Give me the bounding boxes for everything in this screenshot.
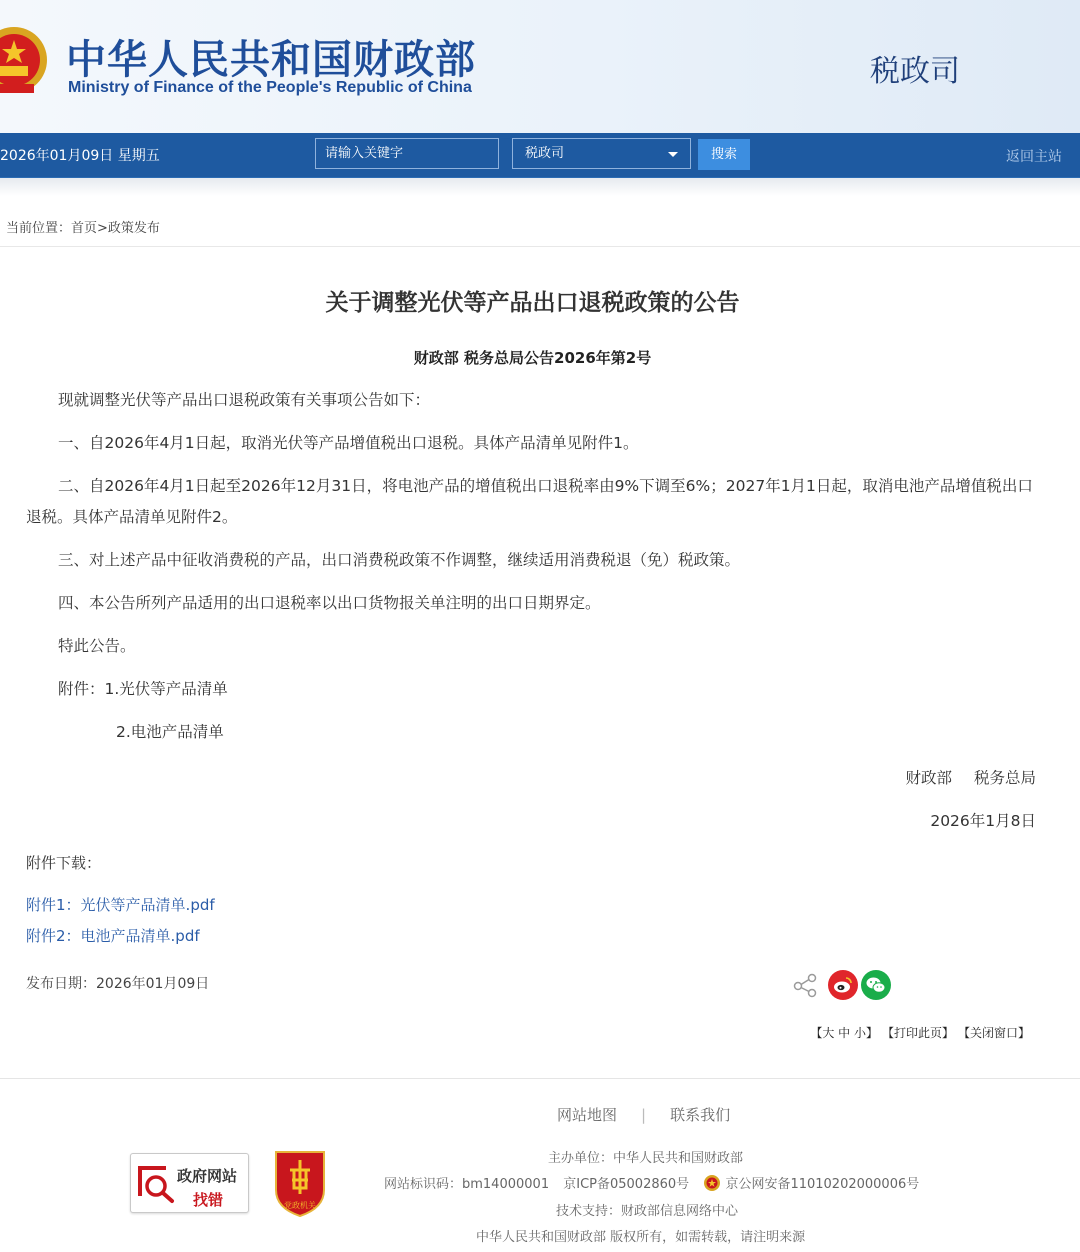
article-paragraph: 四、本公告所列产品适用的出口退税率以出口货物报关单注明的出口日期界定。	[58, 594, 601, 612]
police-record[interactable]: 京公网安备11010202000006号	[725, 1177, 920, 1192]
site-code: 网站标识码：bm14000001	[384, 1177, 550, 1192]
search-button[interactable]: 搜索	[698, 139, 750, 170]
publish-date: 发布日期：2026年01月09日	[26, 976, 210, 992]
attachment-list-line: 附件：1.光伏等产品清单	[58, 680, 228, 698]
party-gov-org-badge[interactable]	[272, 1148, 328, 1218]
attachment-list-line: 2.电池产品清单	[116, 723, 224, 741]
signatory: 税务总局	[973, 769, 1036, 787]
site-subtitle: Ministry of Finance of the People's Republic of China	[68, 79, 472, 96]
chevron-down-icon	[668, 152, 678, 157]
footer-divider	[0, 1078, 1080, 1079]
department-name: 税政司	[870, 54, 960, 89]
print-page-link[interactable]: 【打印此页】	[887, 1026, 954, 1040]
article-paragraph: 二、自2026年4月1日起至2026年12月31日，将电池产品的增值税出口退税率由9%下调至6%；2027年1月1日起，取消电池产品增值税出口退税。具体产品清单见附件2。	[26, 477, 1033, 526]
share-icon[interactable]	[792, 972, 818, 998]
document-number: 财政部 税务总局公告2026年第2号	[413, 349, 652, 367]
search-input[interactable]	[315, 138, 499, 169]
contact-link[interactable]: 联系我们	[670, 1106, 731, 1124]
national-emblem-icon	[0, 22, 50, 102]
article-title: 关于调整光伏等产品出口退税政策的公告	[325, 290, 740, 316]
signatory: 财政部	[905, 769, 952, 787]
scope-select[interactable]	[512, 138, 691, 169]
footer-sponsor: 主办单位：中华人民共和国财政部	[548, 1151, 744, 1166]
magnifier-icon	[136, 1162, 176, 1204]
article-paragraph: 三、对上述产品中征收消费税的产品，出口消费税政策不作调整，继续适用消费税退（免）税政策。	[58, 551, 741, 569]
sign-date: 2026年1月8日	[930, 812, 1036, 830]
return-home-link[interactable]: 返回主站	[1006, 149, 1062, 165]
footer-tech-support: 技术支持：财政部信息网络中心	[556, 1204, 739, 1219]
badge-line: 找错	[193, 1191, 224, 1209]
police-badge-icon	[703, 1174, 721, 1192]
attachment-link[interactable]: 附件2：电池产品清单.pdf	[26, 927, 200, 945]
close-window-link[interactable]: 【关闭窗口】	[963, 1026, 1030, 1040]
site-header	[0, 0, 1080, 133]
sitemap-link[interactable]: 网站地图	[557, 1106, 618, 1124]
breadcrumb: 当前位置：首页>政策发布	[6, 221, 160, 236]
weibo-icon[interactable]	[828, 970, 858, 1000]
current-date: 2026年01月09日 星期五	[0, 148, 160, 164]
article-paragraph: 一、自2026年4月1日起，取消光伏等产品增值税出口退税。具体产品清单见附件1。	[58, 434, 639, 452]
badge-line: 政府网站	[177, 1167, 238, 1185]
top-navbar	[0, 133, 1080, 178]
divider	[0, 246, 1080, 247]
page-tools	[800, 1024, 1030, 1041]
article-paragraph: 现就调整光伏等产品出口退税政策有关事项公告如下：	[58, 391, 431, 409]
downloads-label: 附件下载：	[26, 854, 102, 872]
navbar-shadow	[0, 178, 1080, 196]
site-title: 中华人民共和国财政部	[66, 37, 476, 83]
footer-copyright: 中华人民共和国财政部 版权所有，如需转载，请注明来源	[476, 1230, 806, 1245]
signatories	[905, 766, 1036, 788]
article-paragraph: 特此公告。	[58, 637, 136, 655]
footer-registration	[384, 1173, 919, 1192]
scope-select-value: 税政司	[525, 146, 565, 161]
icp-number[interactable]: 京ICP备05002860号	[563, 1177, 690, 1192]
attachment-link[interactable]: 附件1：光伏等产品清单.pdf	[26, 896, 215, 914]
badge-caption: 党政机关	[284, 1201, 316, 1210]
wechat-icon[interactable]	[861, 970, 891, 1000]
font-size-toggle[interactable]: 【大 中 小】	[810, 1026, 878, 1040]
link-separator: |	[641, 1106, 647, 1124]
footer-links	[557, 1104, 730, 1125]
gov-site-error-report-badge[interactable]	[130, 1153, 249, 1213]
